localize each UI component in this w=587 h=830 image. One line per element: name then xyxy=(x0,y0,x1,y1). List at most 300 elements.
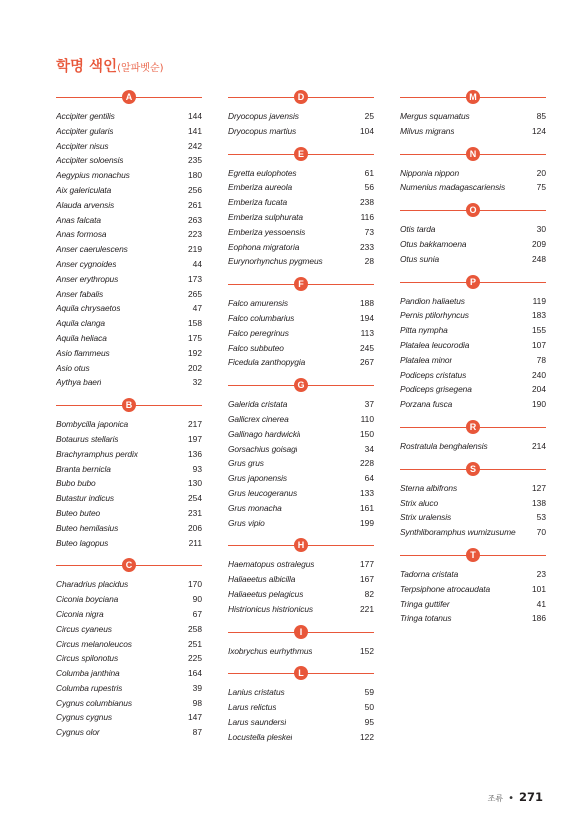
species-name: Aquila chrysaetos xyxy=(56,303,121,314)
index-section xyxy=(56,397,202,550)
index-entry xyxy=(228,471,374,486)
page-reference: 223 xyxy=(188,229,202,240)
species-name: Gallicrex cinerea xyxy=(228,413,289,424)
page-reference: 161 xyxy=(360,502,374,513)
species-name: Milvus migrans xyxy=(400,125,455,136)
section-header xyxy=(228,665,374,682)
page-reference: 50 xyxy=(364,702,374,713)
species-name: Grus grus xyxy=(228,458,264,469)
species-name: Emberiza yessoensis xyxy=(228,226,306,237)
species-name: Cygnus columbianus xyxy=(56,697,132,708)
page-reference: 64 xyxy=(364,473,374,484)
species-name: Anser caerulescens xyxy=(56,244,128,255)
index-section xyxy=(228,537,374,616)
species-name: Pandion haliaetus xyxy=(400,295,465,306)
index-entry xyxy=(228,109,374,124)
index-entry xyxy=(228,326,374,341)
index-entry xyxy=(228,442,374,457)
index-section xyxy=(400,461,546,540)
section-header xyxy=(400,547,546,564)
index-section xyxy=(228,624,374,659)
species-name: Tringa guttifer xyxy=(400,598,450,609)
species-name: Buteo lagopus xyxy=(56,537,109,548)
index-entry xyxy=(228,587,374,602)
page-reference: 190 xyxy=(532,399,546,410)
page-reference: 70 xyxy=(536,527,546,538)
index-entry xyxy=(56,124,202,139)
page-reference: 107 xyxy=(532,339,546,350)
species-name: Cygnus cygnus xyxy=(56,712,112,723)
page-reference: 127 xyxy=(532,482,546,493)
page-reference: 225 xyxy=(188,653,202,664)
section-header xyxy=(228,537,374,554)
index-entry xyxy=(56,139,202,154)
page-reference: 119 xyxy=(532,295,546,306)
index-entry xyxy=(56,521,202,536)
section-header xyxy=(56,397,202,414)
page-reference: 147 xyxy=(188,712,202,723)
page-footer xyxy=(488,786,543,805)
species-name: Falco subbuteo xyxy=(228,342,284,353)
species-name: Ixobrychus eurhythmus xyxy=(228,645,313,656)
page-reference: 141 xyxy=(188,125,202,136)
species-name: Strix uralensis xyxy=(400,512,452,523)
page-reference: 180 xyxy=(188,170,202,181)
index-section xyxy=(228,377,374,530)
index-section xyxy=(400,274,546,412)
page-reference: 82 xyxy=(364,588,374,599)
page-reference: 194 xyxy=(360,312,374,323)
page-reference: 254 xyxy=(188,493,202,504)
footer-separator: • xyxy=(508,793,514,804)
species-name: Falco amurensis xyxy=(228,298,288,309)
page-reference: 93 xyxy=(192,463,202,474)
species-name: Grus monacha xyxy=(228,502,282,513)
section-letter-badge: G xyxy=(294,378,308,392)
index-entry xyxy=(228,124,374,139)
page-reference: 211 xyxy=(188,537,202,548)
species-name: Accipiter soloensis xyxy=(56,155,124,166)
species-name: Histrionicus histrionicus xyxy=(228,603,314,614)
section-header xyxy=(228,276,374,293)
page-reference: 248 xyxy=(532,253,546,264)
index-entry xyxy=(400,222,546,237)
page-reference: 219 xyxy=(188,244,202,255)
index-entry xyxy=(56,506,202,521)
page-reference: 101 xyxy=(532,583,546,594)
page-reference: 238 xyxy=(360,197,374,208)
species-name: Asio flammeus xyxy=(56,347,110,358)
index-entry xyxy=(56,242,202,257)
section-letter-badge: R xyxy=(466,420,480,434)
page-reference: 206 xyxy=(188,522,202,533)
index-entry xyxy=(400,582,546,597)
species-name: Anas formosa xyxy=(56,229,107,240)
page-reference: 104 xyxy=(360,125,374,136)
index-entry xyxy=(228,715,374,730)
index-entry xyxy=(228,210,374,225)
species-name: Emberiza aureola xyxy=(228,182,293,193)
species-name: Haematopus ostralegus xyxy=(228,559,315,570)
section-letter-badge: E xyxy=(294,147,308,161)
species-name: Ciconia boyciana xyxy=(56,594,119,605)
species-name: Synthliboramphus wumizusume xyxy=(400,527,516,538)
section-letter-badge: P xyxy=(466,275,480,289)
page-reference: 173 xyxy=(188,273,202,284)
species-name: Anas falcata xyxy=(56,214,101,225)
index-entry xyxy=(56,198,202,213)
page-reference: 197 xyxy=(188,433,202,444)
index-entry xyxy=(56,316,202,331)
section-header xyxy=(400,419,546,436)
index-entry xyxy=(400,368,546,383)
index-entry xyxy=(400,496,546,511)
section-letter-badge: O xyxy=(466,203,480,217)
index-entry xyxy=(56,432,202,447)
section-letter-badge: B xyxy=(122,398,136,412)
species-name: Egretta eulophotes xyxy=(228,167,297,178)
species-name: Haliaeetus albicilla xyxy=(228,574,296,585)
index-entry xyxy=(228,311,374,326)
section-letter-badge: D xyxy=(294,90,308,104)
species-name: Otis tarda xyxy=(400,224,436,235)
species-name: Falco columbarius xyxy=(228,312,295,323)
page-reference: 47 xyxy=(192,303,202,314)
species-name: Dryocopus martius xyxy=(228,125,297,136)
section-letter-badge: L xyxy=(294,666,308,680)
page-reference: 245 xyxy=(360,342,374,353)
section-header xyxy=(400,274,546,291)
species-name: Circus cyaneus xyxy=(56,623,112,634)
species-name: Gallinago hardwickii xyxy=(228,428,301,439)
index-entry xyxy=(56,592,202,607)
section-letter-badge: H xyxy=(294,538,308,552)
page-reference: 113 xyxy=(360,327,374,338)
index-entry xyxy=(228,572,374,587)
index-entry xyxy=(56,447,202,462)
page-reference: 85 xyxy=(536,111,546,121)
index-entry xyxy=(400,510,546,525)
page-number: 271 xyxy=(518,790,543,804)
section-letter-badge: N xyxy=(466,147,480,161)
page-reference: 122 xyxy=(360,731,374,742)
species-name: Botaurus stellaris xyxy=(56,433,119,444)
species-name: Strix aluco xyxy=(400,497,438,508)
index-entry xyxy=(400,252,546,267)
page-reference: 256 xyxy=(188,184,202,195)
species-name: Accipiter gularis xyxy=(56,125,114,136)
index-entry xyxy=(228,427,374,442)
page-reference: 59 xyxy=(364,687,374,698)
species-name: Grus japonensis xyxy=(228,473,288,484)
page-reference: 199 xyxy=(360,517,374,528)
page-reference: 221 xyxy=(360,603,374,614)
species-name: Grus vipio xyxy=(228,517,265,528)
section-header xyxy=(228,146,374,163)
page-reference: 204 xyxy=(532,384,546,395)
species-name: Butastur indicus xyxy=(56,493,114,504)
index-entry xyxy=(400,338,546,353)
species-name: Cygnus olor xyxy=(56,727,100,738)
index-column-2 xyxy=(228,89,374,752)
species-name: Anser cygnoides xyxy=(56,258,117,269)
index-entry xyxy=(56,153,202,168)
section-header xyxy=(400,202,546,219)
index-entry xyxy=(56,213,202,228)
species-name: Podiceps cristatus xyxy=(400,369,467,380)
section-header xyxy=(228,89,374,106)
index-entry xyxy=(228,685,374,700)
species-name: Grus leucogeranus xyxy=(228,487,298,498)
species-name: Bombycilla japonica xyxy=(56,419,129,430)
page-reference: 202 xyxy=(188,362,202,373)
index-entry xyxy=(228,225,374,240)
index-entry xyxy=(228,602,374,617)
page-reference: 192 xyxy=(188,347,202,358)
section-header xyxy=(56,557,202,574)
section-header xyxy=(400,146,546,163)
index-entry xyxy=(400,294,546,309)
species-name: Buteo hemilasius xyxy=(56,522,119,533)
page-reference: 110 xyxy=(360,413,374,424)
species-name: Pitta nympha xyxy=(400,325,448,336)
index-entry xyxy=(56,536,202,551)
species-name: Ficedula zanthopygia xyxy=(228,357,306,368)
species-name: Buteo buteo xyxy=(56,507,101,518)
species-name: Haliaeetus pelagicus xyxy=(228,588,304,599)
index-entry xyxy=(56,346,202,361)
index-entry xyxy=(400,439,546,454)
page-reference: 175 xyxy=(188,332,202,343)
index-entry xyxy=(400,525,546,540)
page-reference: 73 xyxy=(364,226,374,237)
index-entry xyxy=(56,301,202,316)
page-reference: 152 xyxy=(360,645,374,656)
index-entry xyxy=(400,397,546,412)
page-reference: 37 xyxy=(364,399,374,410)
section-letter-badge: T xyxy=(466,548,480,562)
index-entry xyxy=(56,272,202,287)
species-name: Asio otus xyxy=(56,362,90,373)
section-letter-badge: C xyxy=(122,558,136,572)
species-name: Galerida cristata xyxy=(228,399,288,410)
page-reference: 28 xyxy=(364,256,374,267)
page-reference: 188 xyxy=(360,298,374,309)
title-subtitle: (알파벳순) xyxy=(117,63,164,74)
page-reference: 61 xyxy=(364,167,374,178)
index-entry xyxy=(56,725,202,740)
species-name: Pernis ptilorhyncus xyxy=(400,310,469,321)
index-section xyxy=(400,547,546,626)
page-reference: 41 xyxy=(536,598,546,609)
species-name: Anser fabalis xyxy=(56,288,104,299)
page-reference: 183 xyxy=(532,310,546,321)
page-reference: 130 xyxy=(188,478,202,489)
page-reference: 136 xyxy=(188,448,202,459)
index-entry xyxy=(228,412,374,427)
page-reference: 133 xyxy=(360,487,374,498)
index-entry xyxy=(400,308,546,323)
species-name: Aegypius monachus xyxy=(56,170,130,181)
index-section xyxy=(228,276,374,370)
species-name: Tadorna cristata xyxy=(400,568,459,579)
section-header xyxy=(400,461,546,478)
index-entry xyxy=(56,168,202,183)
species-name: Eophona migratoria xyxy=(228,241,300,252)
species-name: Accipiter nisus xyxy=(56,140,109,151)
index-entry xyxy=(400,109,546,124)
page-reference: 258 xyxy=(188,623,202,634)
species-name: Nipponia nippon xyxy=(400,167,460,178)
page-reference: 177 xyxy=(360,559,374,570)
species-name: Rostratula benghalensis xyxy=(400,440,488,451)
species-name: Terpsiphone atrocaudata xyxy=(400,583,491,594)
species-name: Circus melanoleucos xyxy=(56,638,132,649)
index-entry xyxy=(56,227,202,242)
page-reference: 23 xyxy=(536,568,546,579)
section-header xyxy=(56,89,202,106)
page-reference: 124 xyxy=(532,125,546,136)
index-entry xyxy=(56,666,202,681)
page-reference: 75 xyxy=(536,182,546,193)
index-entry xyxy=(228,516,374,531)
species-name: Alauda arvensis xyxy=(56,199,115,210)
section-header xyxy=(400,89,546,106)
page-reference: 242 xyxy=(188,140,202,151)
page-reference: 263 xyxy=(188,214,202,225)
species-name: Circus spilonotus xyxy=(56,653,119,664)
page-reference: 209 xyxy=(532,238,546,249)
page-reference: 265 xyxy=(188,288,202,299)
index-entry xyxy=(56,696,202,711)
index-section xyxy=(56,557,202,740)
species-name: Tringa totanus xyxy=(400,613,452,624)
page-reference: 251 xyxy=(188,638,202,649)
page-reference: 158 xyxy=(188,318,202,329)
index-entry xyxy=(228,644,374,659)
page-reference: 144 xyxy=(188,111,202,121)
page-reference: 56 xyxy=(364,182,374,193)
index-section xyxy=(228,665,374,744)
section-letter-badge: S xyxy=(466,462,480,476)
page-title xyxy=(56,55,164,76)
index-entry xyxy=(56,651,202,666)
page-reference: 44 xyxy=(192,258,202,269)
footer-category-label: 조류 xyxy=(487,794,504,803)
index-entry xyxy=(400,124,546,139)
index-entry xyxy=(228,397,374,412)
page-reference: 116 xyxy=(360,211,374,222)
page-reference: 214 xyxy=(532,440,546,451)
page-reference: 138 xyxy=(532,497,546,508)
page-reference: 261 xyxy=(188,199,202,210)
page-reference: 20 xyxy=(536,167,546,178)
species-name: Otus bakkamoena xyxy=(400,238,467,249)
index-entry xyxy=(400,166,546,181)
index-entry xyxy=(56,257,202,272)
species-name: Larus saundersi xyxy=(228,716,287,727)
species-name: Aythya baeri xyxy=(56,377,102,388)
index-entry xyxy=(56,637,202,652)
index-entry xyxy=(56,607,202,622)
species-name: Lanius cristatus xyxy=(228,687,285,698)
index-entry xyxy=(56,491,202,506)
index-section xyxy=(228,146,374,270)
species-name: Columba janthina xyxy=(56,668,120,679)
species-name: Falco peregrinus xyxy=(228,327,289,338)
species-name: Larus relictus xyxy=(228,702,277,713)
species-name: Anser erythropus xyxy=(56,273,119,284)
species-name: Branta bernicla xyxy=(56,463,111,474)
page-reference: 170 xyxy=(188,579,202,590)
page-reference: 233 xyxy=(360,241,374,252)
index-entry xyxy=(228,195,374,210)
index-section xyxy=(400,146,546,196)
index-entry xyxy=(400,481,546,496)
index-entry xyxy=(56,109,202,124)
index-entry xyxy=(228,254,374,269)
page-reference: 155 xyxy=(532,325,546,336)
index-section xyxy=(400,419,546,454)
species-name: Bubo bubo xyxy=(56,478,96,489)
page-reference: 231 xyxy=(188,507,202,518)
species-name: Brachyramphus perdix xyxy=(56,448,138,459)
index-entry xyxy=(56,375,202,390)
index-entry xyxy=(228,456,374,471)
section-letter-badge: I xyxy=(294,625,308,639)
page-reference: 90 xyxy=(192,594,202,605)
species-name: Porzana fusca xyxy=(400,399,453,410)
index-entry xyxy=(400,597,546,612)
index-entry xyxy=(56,476,202,491)
species-name: Locustella pleskei xyxy=(228,731,293,742)
index-section xyxy=(228,89,374,139)
species-name: Charadrius placidus xyxy=(56,579,129,590)
index-entry xyxy=(400,237,546,252)
index-column-1 xyxy=(56,89,202,747)
index-entry xyxy=(228,166,374,181)
page-reference: 98 xyxy=(192,697,202,708)
species-name: Dryocopus javensis xyxy=(228,111,299,121)
page-reference: 240 xyxy=(532,369,546,380)
index-entry xyxy=(228,240,374,255)
species-name: Numenius madagascariensis xyxy=(400,182,506,193)
index-entry xyxy=(400,567,546,582)
species-name: Aquila heliaca xyxy=(56,332,107,343)
index-entry xyxy=(56,462,202,477)
index-entry xyxy=(228,557,374,572)
page-reference: 167 xyxy=(360,574,374,585)
page-reference: 267 xyxy=(360,357,374,368)
page-reference: 87 xyxy=(192,727,202,738)
species-name: Gorsachius goisagi xyxy=(228,443,298,454)
index-entry xyxy=(400,382,546,397)
index-entry xyxy=(228,486,374,501)
page-reference: 30 xyxy=(536,224,546,235)
index-entry xyxy=(56,681,202,696)
species-name: Sterna albifrons xyxy=(400,482,458,493)
index-entry xyxy=(56,417,202,432)
index-entry xyxy=(56,331,202,346)
index-entry xyxy=(228,296,374,311)
page-reference: 78 xyxy=(536,354,546,365)
species-name: Otus sunia xyxy=(400,253,440,264)
page-reference: 34 xyxy=(364,443,374,454)
species-name: Aix galericulata xyxy=(56,184,112,195)
index-column-3 xyxy=(400,89,546,633)
page-reference: 25 xyxy=(364,111,374,121)
section-letter-badge: F xyxy=(294,277,308,291)
